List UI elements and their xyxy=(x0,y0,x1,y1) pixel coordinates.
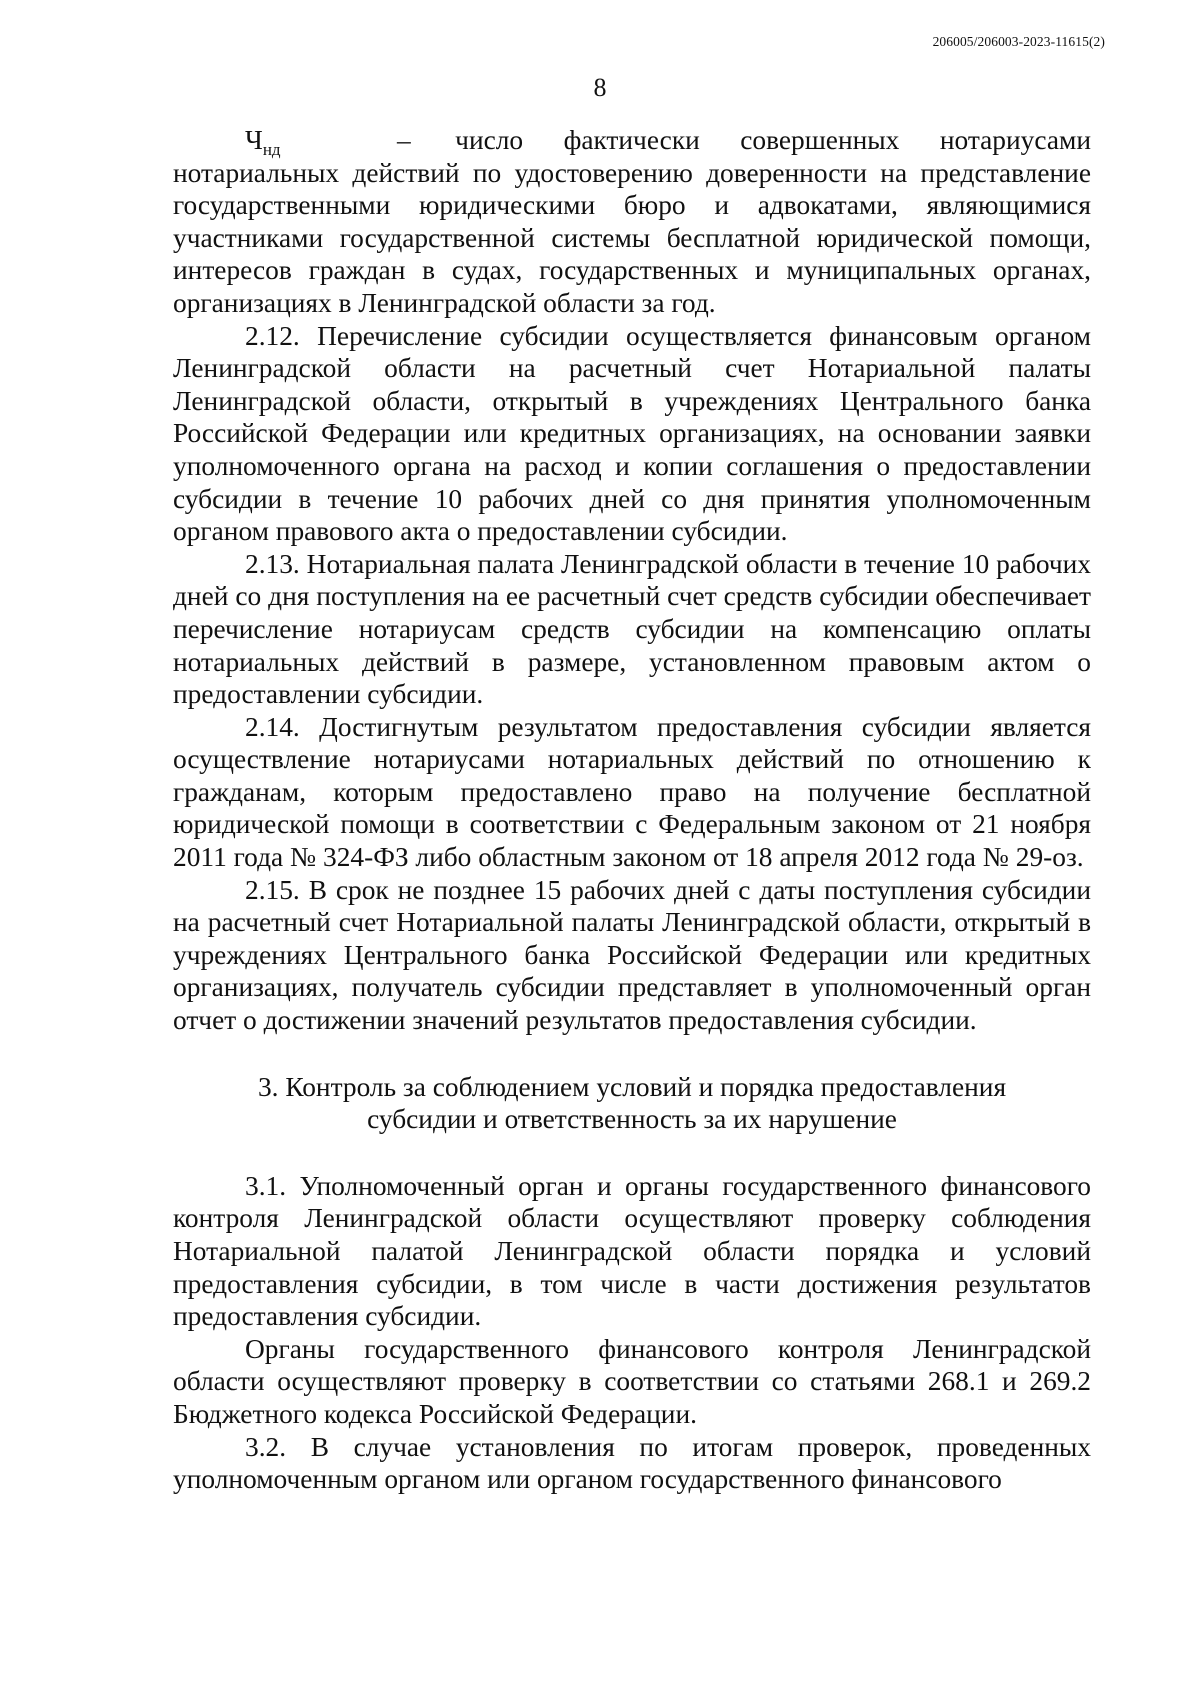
page-number: 8 xyxy=(593,73,607,102)
paragraph-3-1: 3.1. Уполномоченный орган и органы государственного финансового контроля Ленинградской области осуществляют проверку соблюдения Нотариальной палатой Ленинградской области порядка и условий предоставления субсидии, в том числе в части достижения результатов предоставления субсидии. xyxy=(173,1170,1091,1332)
document-body xyxy=(173,124,1091,1496)
section-3-heading-line-1: 3. Контроль за соблюдением условий и порядка предоставления xyxy=(257,1071,1007,1102)
section-3-heading xyxy=(173,1071,1091,1136)
section-3-heading-line-2: субсидии и ответственность за их нарушение xyxy=(367,1104,897,1135)
formula-definition-text: число фактически совершенных нотариусами нотариальных действий по удостоверению доверенности на представление государственными юридическими бюро и адвокатами, являющимися участниками государственной системы бесплатной юридической помощи, интересов граждан в судах, государственных и муниципальных органах, организациях в Ленинградской области за год. xyxy=(173,125,1091,318)
paragraph-2-15: 2.15. В срок не позднее 15 рабочих дней с даты поступления субсидии на расчетный счет Нотариальной палаты Ленинградской области, открытый в учреждениях Центрального банка Российской Федерации или кредитных организациях, получатель субсидии представляет в уполномоченный орган отчет о достижении значений результатов предоставления субсидии. xyxy=(173,874,1091,1036)
paragraph-financial-control-bodies: Органы государственного финансового контроля Ленинградской области осуществляют проверку в соответствии со статьями 268.1 и 269.2 Бюджетного кодекса Российской Федерации. xyxy=(173,1333,1091,1429)
formula-definition-paragraph xyxy=(173,124,1091,320)
paragraph-3-2: 3.2. В случае установления по итогам проверок, проведенных уполномоченным органом или органом государственного финансового xyxy=(173,1431,1091,1495)
paragraph-2-12: 2.12. Перечисление субсидии осуществляется финансовым органом Ленинградской области на расчетный счет Нотариальной палаты Ленинградской области, открытый в учреждениях Центрального банка Российской Федерации или кредитных организациях, на основании заявки уполномоченного органа на расход и копии соглашения о предоставлении субсидии в течение 10 рабочих дней со дня принятия уполномоченным органом правового акта о предоставлении субсидии. xyxy=(173,320,1091,547)
formula-symbol: Ч xyxy=(245,125,263,155)
formula-dash: – xyxy=(397,125,411,155)
formula-symbol-subscript: нд xyxy=(262,140,281,159)
paragraph-2-14: 2.14. Достигнутым результатом предоставления субсидии является осуществление нотариусами нотариальных действий по отношению к гражданам, которым предоставлено право на получение бесплатной юридической помощи в соответствии с Федеральным законом от 21 ноября 2011 года № 324-ФЗ либо областным законом от 18 апреля 2012 года № 29-оз. xyxy=(173,711,1091,873)
paragraph-2-13: 2.13. Нотариальная палата Ленинградской области в течение 10 рабочих дней со дня поступления на ее расчетный счет средств субсидии обеспечивает перечисление нотариусам средств субсидии на компенсацию оплаты нотариальных действий в размере, установленном правовым актом о предоставлении субсидии. xyxy=(173,548,1091,710)
document-registration-number: 206005/206003-2023-11615(2) xyxy=(932,34,1105,49)
